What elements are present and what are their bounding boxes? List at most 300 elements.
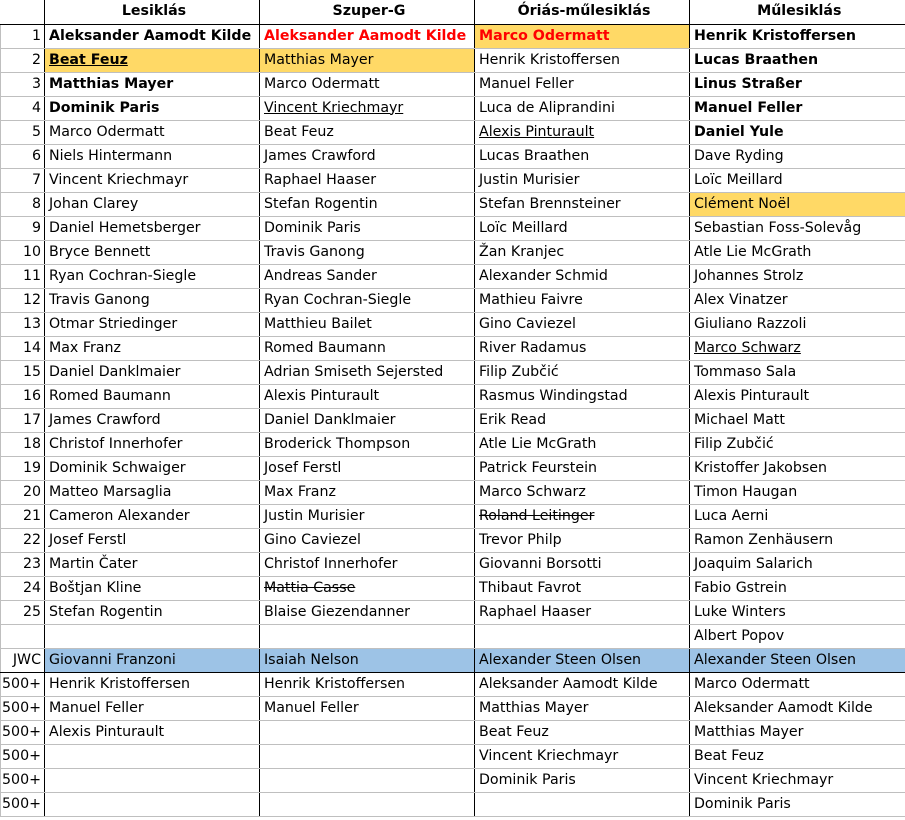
athlete-name: Alexander Schmid	[479, 267, 608, 284]
table-row	[1, 792, 905, 816]
giant-slalom-cell	[475, 648, 690, 672]
athlete-name: Christof Innerhofer	[49, 435, 183, 452]
athlete-name: Roland Leitinger	[479, 507, 595, 524]
athlete-name: Alexis Pinturault	[694, 387, 810, 404]
athlete-name: Travis Ganong	[49, 291, 150, 308]
athlete-name: Isaiah Nelson	[264, 651, 359, 668]
athlete-name: Dominik Paris	[694, 795, 791, 812]
rank-cell: 16	[1, 384, 45, 408]
slalom-cell	[690, 336, 905, 360]
slalom-cell	[690, 264, 905, 288]
athlete-name: Vincent Kriechmayr	[694, 771, 834, 788]
athlete-name: Otmar Striedinger	[49, 315, 178, 332]
downhill-cell	[45, 456, 260, 480]
giant-slalom-cell	[475, 432, 690, 456]
athlete-name: Michael Matt	[694, 411, 785, 428]
athlete-name: Matthias Mayer	[694, 723, 804, 740]
super-g-cell	[260, 504, 475, 528]
athlete-name: Erik Read	[479, 411, 547, 428]
slalom-cell	[690, 744, 905, 768]
athlete-name: Matthieu Bailet	[264, 315, 372, 332]
giant-slalom-cell	[475, 336, 690, 360]
athlete-name: Vincent Kriechmayr	[479, 747, 619, 764]
table-row	[1, 24, 905, 48]
slalom-cell	[690, 672, 905, 696]
slalom-cell	[690, 648, 905, 672]
giant-slalom-cell	[475, 240, 690, 264]
table-row	[1, 288, 905, 312]
super-g-cell	[260, 432, 475, 456]
downhill-cell	[45, 792, 260, 816]
rank-cell	[1, 624, 45, 648]
athlete-name: River Radamus	[479, 339, 587, 356]
athlete-name: Fabio Gstrein	[694, 579, 787, 596]
super-g-cell	[260, 72, 475, 96]
giant-slalom-cell	[475, 672, 690, 696]
downhill-cell	[45, 384, 260, 408]
table-row	[1, 624, 905, 648]
athlete-name: Romed Baumann	[264, 339, 386, 356]
rank-cell: 8	[1, 192, 45, 216]
athlete-name: Matthias Mayer	[49, 75, 174, 92]
downhill-cell	[45, 576, 260, 600]
slalom-cell	[690, 456, 905, 480]
super-g-cell	[260, 696, 475, 720]
giant-slalom-cell	[475, 504, 690, 528]
downhill-cell	[45, 480, 260, 504]
rank-cell: 4	[1, 96, 45, 120]
athlete-name: Johan Clarey	[49, 195, 139, 212]
downhill-cell	[45, 216, 260, 240]
downhill-cell	[45, 624, 260, 648]
rank-cell: 15	[1, 360, 45, 384]
athlete-name: James Crawford	[264, 147, 376, 164]
table-body	[1, 24, 905, 816]
giant-slalom-cell	[475, 168, 690, 192]
athlete-name: Travis Ganong	[264, 243, 365, 260]
super-g-cell	[260, 240, 475, 264]
giant-slalom-cell	[475, 144, 690, 168]
table-row	[1, 144, 905, 168]
athlete-name: Matthias Mayer	[264, 51, 374, 68]
giant-slalom-cell	[475, 480, 690, 504]
slalom-cell	[690, 600, 905, 624]
athlete-name: Boštjan Kline	[49, 579, 142, 596]
slalom-cell	[690, 696, 905, 720]
athlete-name: Beat Feuz	[49, 51, 128, 68]
table-row	[1, 216, 905, 240]
athlete-name: Raphael Haaser	[479, 603, 592, 620]
athlete-name: Aleksander Aamodt Kilde	[694, 699, 873, 716]
athlete-name: Rasmus Windingstad	[479, 387, 628, 404]
athlete-name: Marco Odermatt	[264, 75, 380, 92]
super-g-cell	[260, 408, 475, 432]
athlete-name: Romed Baumann	[49, 387, 171, 404]
athlete-name: Thibaut Favrot	[479, 579, 582, 596]
rank-cell: 12	[1, 288, 45, 312]
jwc-row	[1, 648, 905, 672]
slalom-cell	[690, 384, 905, 408]
slalom-cell	[690, 480, 905, 504]
athlete-name: Dominik Paris	[49, 99, 160, 116]
giant-slalom-cell	[475, 72, 690, 96]
rank-cell: 9	[1, 216, 45, 240]
rank-cell: 500+	[1, 744, 45, 768]
super-g-cell	[260, 384, 475, 408]
giant-slalom-cell	[475, 528, 690, 552]
downhill-cell	[45, 72, 260, 96]
slalom-cell	[690, 408, 905, 432]
giant-slalom-cell	[475, 192, 690, 216]
rank-cell: 24	[1, 576, 45, 600]
athlete-name: Luke Winters	[694, 603, 786, 620]
super-g-cell	[260, 600, 475, 624]
slalom-cell	[690, 192, 905, 216]
super-g-cell	[260, 192, 475, 216]
athlete-name: Dave Ryding	[694, 147, 784, 164]
table-row	[1, 360, 905, 384]
header-downhill: Lesiklás	[45, 0, 260, 24]
athlete-name: Stefan Rogentin	[264, 195, 378, 212]
athlete-name: Sebastian Foss-Solevåg	[694, 219, 862, 236]
athlete-name: Manuel Feller	[49, 699, 144, 716]
athlete-name: Justin Murisier	[479, 171, 580, 188]
athlete-name: Johannes Strolz	[694, 267, 804, 284]
downhill-cell	[45, 720, 260, 744]
athlete-name: Manuel Feller	[694, 99, 803, 116]
super-g-cell	[260, 48, 475, 72]
super-g-cell	[260, 312, 475, 336]
slalom-cell	[690, 504, 905, 528]
giant-slalom-cell	[475, 96, 690, 120]
super-g-cell	[260, 528, 475, 552]
athlete-name: Matteo Marsaglia	[49, 483, 172, 500]
header-slalom: Műlesiklás	[690, 0, 905, 24]
slalom-cell	[690, 48, 905, 72]
giant-slalom-cell	[475, 768, 690, 792]
slalom-cell	[690, 624, 905, 648]
slalom-cell	[690, 768, 905, 792]
rank-cell: 1	[1, 24, 45, 48]
athlete-name: Alexis Pinturault	[479, 123, 595, 140]
rank-cell: 500+	[1, 720, 45, 744]
athlete-name: Manuel Feller	[264, 699, 359, 716]
table-row	[1, 552, 905, 576]
super-g-cell	[260, 744, 475, 768]
athlete-name: Blaise Giezendanner	[264, 603, 411, 620]
athlete-name: Atle Lie McGrath	[479, 435, 597, 452]
rank-cell: 21	[1, 504, 45, 528]
athlete-name: Daniel Hemetsberger	[49, 219, 201, 236]
athlete-name: Raphael Haaser	[264, 171, 377, 188]
athlete-name: Aleksander Aamodt Kilde	[479, 675, 658, 692]
giant-slalom-cell	[475, 216, 690, 240]
header-row	[1, 0, 905, 24]
slalom-cell	[690, 288, 905, 312]
giant-slalom-cell	[475, 408, 690, 432]
athlete-name: Beat Feuz	[479, 723, 549, 740]
downhill-cell	[45, 360, 260, 384]
super-g-cell	[260, 720, 475, 744]
slalom-cell	[690, 96, 905, 120]
rank-cell: 19	[1, 456, 45, 480]
athlete-name: Justin Murisier	[264, 507, 365, 524]
downhill-cell	[45, 768, 260, 792]
rank-cell: 5	[1, 120, 45, 144]
slalom-cell	[690, 168, 905, 192]
super-g-cell	[260, 648, 475, 672]
super-g-cell	[260, 624, 475, 648]
table-row	[1, 96, 905, 120]
slalom-cell	[690, 552, 905, 576]
downhill-cell	[45, 552, 260, 576]
athlete-name: Henrik Kristoffersen	[49, 675, 191, 692]
rank-cell: 17	[1, 408, 45, 432]
athlete-name: Linus Straßer	[694, 75, 802, 92]
rank-cell: 3	[1, 72, 45, 96]
athlete-name: Patrick Feurstein	[479, 459, 598, 476]
downhill-cell	[45, 744, 260, 768]
downhill-cell	[45, 432, 260, 456]
downhill-cell	[45, 168, 260, 192]
athlete-name: Loïc Meillard	[479, 219, 568, 236]
athlete-name: Beat Feuz	[264, 123, 334, 140]
downhill-cell	[45, 144, 260, 168]
rank-cell: 18	[1, 432, 45, 456]
downhill-cell	[45, 240, 260, 264]
athlete-name: Luca Aerni	[694, 507, 769, 524]
athlete-name: Mathieu Faivre	[479, 291, 583, 308]
table-row	[1, 720, 905, 744]
rank-cell: 6	[1, 144, 45, 168]
giant-slalom-cell	[475, 24, 690, 48]
slalom-cell	[690, 72, 905, 96]
table-row	[1, 264, 905, 288]
athlete-name: Marco Odermatt	[479, 27, 610, 44]
athlete-name: Kristoffer Jakobsen	[694, 459, 827, 476]
athlete-name: Cameron Alexander	[49, 507, 190, 524]
giant-slalom-cell	[475, 552, 690, 576]
table-row	[1, 504, 905, 528]
downhill-cell	[45, 120, 260, 144]
athlete-name: James Crawford	[49, 411, 161, 428]
giant-slalom-cell	[475, 576, 690, 600]
giant-slalom-cell	[475, 360, 690, 384]
downhill-cell	[45, 528, 260, 552]
athlete-name: Adrian Smiseth Sejersted	[264, 363, 444, 380]
giant-slalom-cell	[475, 600, 690, 624]
athlete-name: Dominik Paris	[264, 219, 361, 236]
table-row	[1, 384, 905, 408]
super-g-cell	[260, 120, 475, 144]
table-row	[1, 768, 905, 792]
athlete-name: Timon Haugan	[694, 483, 798, 500]
slalom-cell	[690, 312, 905, 336]
table-row	[1, 456, 905, 480]
super-g-cell	[260, 264, 475, 288]
athlete-name: Henrik Kristoffersen	[264, 675, 406, 692]
giant-slalom-cell	[475, 624, 690, 648]
giant-slalom-cell	[475, 48, 690, 72]
giant-slalom-cell	[475, 384, 690, 408]
athlete-name: Ryan Cochran-Siegle	[49, 267, 197, 284]
super-g-cell	[260, 216, 475, 240]
athlete-name: Marco Schwarz	[479, 483, 586, 500]
super-g-cell	[260, 96, 475, 120]
athlete-name: Max Franz	[49, 339, 121, 356]
super-g-cell	[260, 144, 475, 168]
athlete-name: Alexis Pinturault	[264, 387, 380, 404]
table-row	[1, 336, 905, 360]
athlete-name: Alexander Steen Olsen	[479, 651, 642, 668]
giant-slalom-cell	[475, 288, 690, 312]
downhill-cell	[45, 288, 260, 312]
giant-slalom-cell	[475, 312, 690, 336]
slalom-cell	[690, 360, 905, 384]
athlete-name: Aleksander Aamodt Kilde	[49, 27, 252, 44]
athlete-name: Alexander Steen Olsen	[694, 651, 857, 668]
athlete-name: Stefan Rogentin	[49, 603, 163, 620]
rank-cell: 500+	[1, 672, 45, 696]
downhill-cell	[45, 192, 260, 216]
table-row	[1, 168, 905, 192]
athlete-name: Max Franz	[264, 483, 336, 500]
athlete-name: Ryan Cochran-Siegle	[264, 291, 412, 308]
rank-cell: 13	[1, 312, 45, 336]
athlete-name: Alex Vinatzer	[694, 291, 788, 308]
athlete-name: Loïc Meillard	[694, 171, 783, 188]
super-g-cell	[260, 768, 475, 792]
slalom-cell	[690, 720, 905, 744]
athlete-name: Matthias Mayer	[479, 699, 589, 716]
athlete-name: Vincent Kriechmayr	[264, 99, 404, 116]
table-row	[1, 72, 905, 96]
super-g-cell	[260, 576, 475, 600]
super-g-cell	[260, 24, 475, 48]
rank-cell: 20	[1, 480, 45, 504]
header-corner	[1, 0, 45, 24]
rank-cell: 500+	[1, 768, 45, 792]
super-g-cell	[260, 456, 475, 480]
table-row	[1, 576, 905, 600]
table-row	[1, 528, 905, 552]
table-row	[1, 600, 905, 624]
slalom-cell	[690, 576, 905, 600]
athlete-name: Filip Zubčić	[694, 435, 774, 452]
rank-cell: JWC	[1, 648, 45, 672]
athlete-name: Marco Odermatt	[49, 123, 165, 140]
giant-slalom-cell	[475, 456, 690, 480]
athlete-name: Stefan Brennsteiner	[479, 195, 621, 212]
slalom-cell	[690, 792, 905, 816]
header-super-g: Szuper-G	[260, 0, 475, 24]
rank-cell: 2	[1, 48, 45, 72]
table-row	[1, 480, 905, 504]
downhill-cell	[45, 336, 260, 360]
athlete-name: Henrik Kristoffersen	[479, 51, 621, 68]
athlete-name: Daniel Yule	[694, 123, 784, 140]
downhill-cell	[45, 96, 260, 120]
athlete-name: Daniel Danklmaier	[264, 411, 396, 428]
slalom-cell	[690, 144, 905, 168]
downhill-cell	[45, 408, 260, 432]
slalom-cell	[690, 120, 905, 144]
table-row	[1, 744, 905, 768]
athlete-name: Andreas Sander	[264, 267, 377, 284]
table-row	[1, 120, 905, 144]
super-g-cell	[260, 360, 475, 384]
slalom-cell	[690, 216, 905, 240]
rank-cell: 7	[1, 168, 45, 192]
downhill-cell	[45, 24, 260, 48]
athlete-name: Giuliano Razzoli	[694, 315, 807, 332]
giant-slalom-cell	[475, 744, 690, 768]
downhill-cell	[45, 264, 260, 288]
table-row	[1, 192, 905, 216]
rank-cell: 500+	[1, 696, 45, 720]
athlete-name: Giovanni Borsotti	[479, 555, 602, 572]
table-row	[1, 240, 905, 264]
athlete-name: Trevor Philp	[479, 531, 562, 548]
giant-slalom-cell	[475, 792, 690, 816]
giant-slalom-cell	[475, 720, 690, 744]
rank-cell: 23	[1, 552, 45, 576]
athlete-name: Broderick Thompson	[264, 435, 411, 452]
athlete-name: Tommaso Sala	[694, 363, 797, 380]
rank-cell: 500+	[1, 792, 45, 816]
athlete-name: Gino Caviezel	[479, 315, 576, 332]
rank-cell: 10	[1, 240, 45, 264]
table-row	[1, 696, 905, 720]
rank-cell: 22	[1, 528, 45, 552]
rank-cell: 11	[1, 264, 45, 288]
athlete-name: Atle Lie McGrath	[694, 243, 812, 260]
athlete-name: Manuel Feller	[479, 75, 574, 92]
table-row	[1, 672, 905, 696]
rank-cell: 25	[1, 600, 45, 624]
downhill-cell	[45, 672, 260, 696]
table-row	[1, 48, 905, 72]
downhill-cell	[45, 504, 260, 528]
downhill-cell	[45, 600, 260, 624]
giant-slalom-cell	[475, 696, 690, 720]
table-row	[1, 432, 905, 456]
athlete-name: Beat Feuz	[694, 747, 764, 764]
header-giant-slalom: Óriás-műlesiklás	[475, 0, 690, 24]
athlete-name: Josef Ferstl	[264, 459, 342, 476]
athlete-name: Ramon Zenhäusern	[694, 531, 834, 548]
table-row	[1, 312, 905, 336]
athlete-name: Giovanni Franzoni	[49, 651, 176, 668]
downhill-cell	[45, 48, 260, 72]
athlete-name: Lucas Braathen	[479, 147, 590, 164]
athlete-name: Niels Hintermann	[49, 147, 173, 164]
athlete-name: Dominik Paris	[479, 771, 576, 788]
athlete-name: Joaquim Salarich	[694, 555, 813, 572]
table-row	[1, 408, 905, 432]
athlete-name: Bryce Bennett	[49, 243, 151, 260]
athlete-name: Alexis Pinturault	[49, 723, 165, 740]
super-g-cell	[260, 480, 475, 504]
downhill-cell	[45, 312, 260, 336]
athlete-name: Martin Čater	[49, 555, 138, 572]
athlete-name: Josef Ferstl	[49, 531, 127, 548]
athlete-name: Daniel Danklmaier	[49, 363, 181, 380]
slalom-cell	[690, 528, 905, 552]
slalom-cell	[690, 240, 905, 264]
athlete-name: Clément Noël	[694, 195, 791, 212]
athlete-name: Marco Schwarz	[694, 339, 801, 356]
